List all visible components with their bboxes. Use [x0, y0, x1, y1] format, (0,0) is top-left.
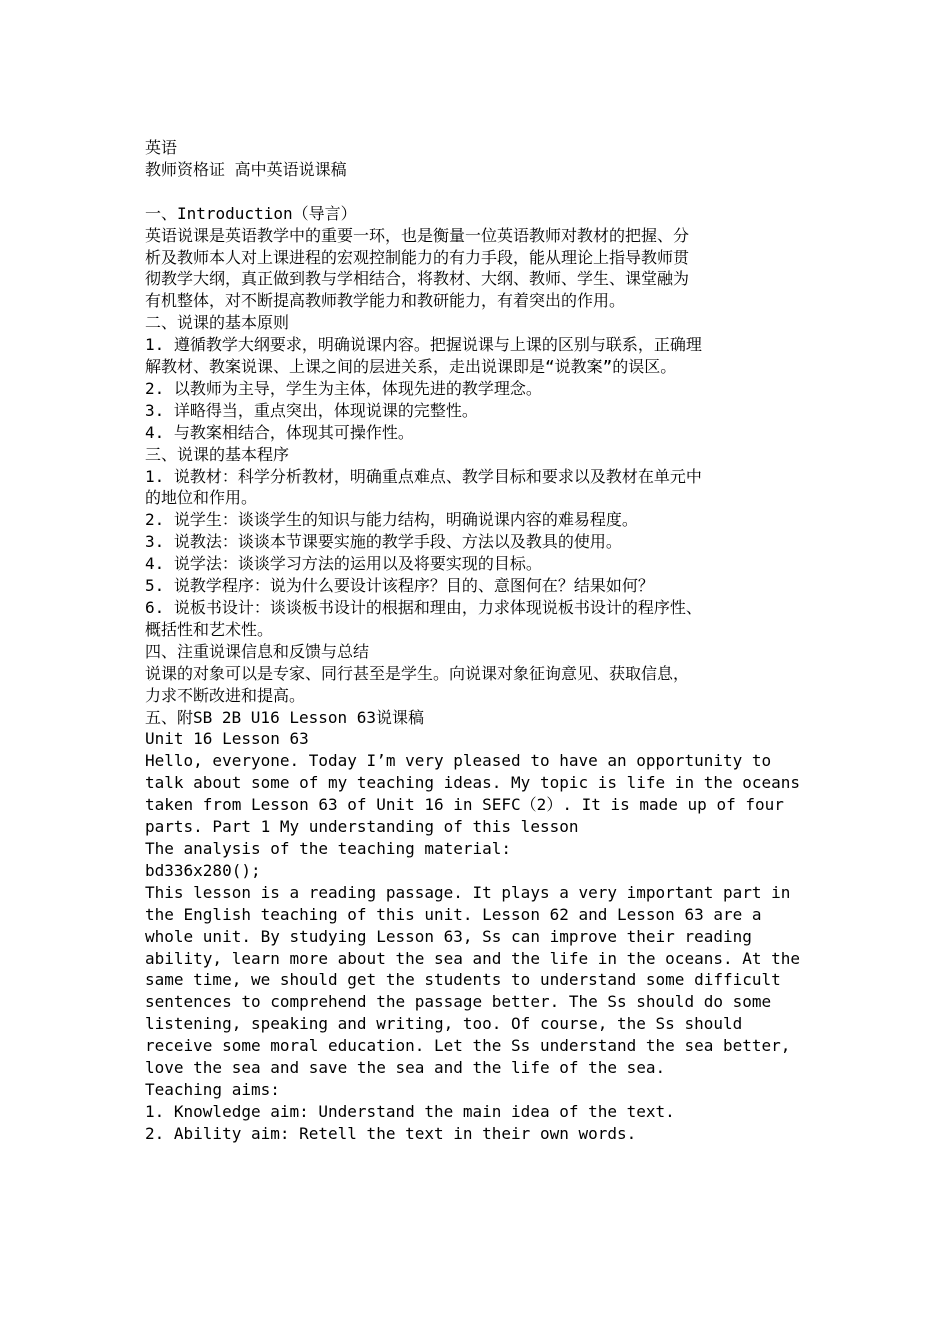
paragraph-line: 解教材、教案说课、上课之间的层进关系，走出说课即是“说教案”的误区。: [145, 357, 677, 377]
paragraph-line: The analysis of the teaching material:: [145, 838, 512, 858]
paragraph-line: Unit 16 Lesson 63: [145, 729, 309, 749]
paragraph-line: sentences to comprehend the passage better. The Ss should do some: [145, 992, 772, 1012]
paragraph-line: 1. 遵循教学大纲要求，明确说课内容。把握说课与上课的区别与联系，正确理: [145, 335, 702, 355]
section-heading-introduction: 一、Introduction（导言）: [145, 203, 357, 223]
paragraph-line: whole unit. By studying Lesson 63, Ss can improve their reading: [145, 926, 752, 946]
paragraph-line: love the sea and save the sea and the life of the sea.: [145, 1058, 666, 1078]
section-heading-procedure: 三、说课的基本程序: [145, 444, 290, 464]
paragraph-line: listening, speaking and writing, too. Of course, the Ss should: [145, 1014, 743, 1034]
paragraph-line: 析及教师本人对上课进程的宏观控制能力的有力手段，能从理论上指导教师贯: [145, 247, 690, 267]
paragraph-line: 5. 说教学程序：说为什么要设计该程序？目的、意图何在？结果如何？: [145, 576, 654, 596]
paragraph-line: 3. 说教法：谈谈本节课要实施的教学手段、方法以及教具的使用。: [145, 532, 622, 552]
paragraph-line: talk about some of my teaching ideas. My topic is life in the oceans: [145, 773, 801, 793]
paragraph-line: 英语说课是英语教学中的重要一环，也是衡量一位英语教师对教材的把握、分: [145, 225, 690, 245]
paragraph-line: Hello, everyone. Today I’m very pleased to have an opportunity to: [145, 751, 772, 771]
section-heading-principles: 二、说课的基本原则: [145, 313, 290, 333]
paragraph-line: the English teaching of this unit. Lesson 62 and Lesson 63 are a: [145, 904, 762, 924]
paragraph-line: 说课的对象可以是专家、同行甚至是学生。向说课对象征询意见、获取信息，: [145, 663, 690, 683]
paragraph-line: 概括性和艺术性。: [145, 619, 274, 639]
paragraph-line: Teaching aims:: [145, 1079, 280, 1099]
paragraph-line: 4. 说学法：谈谈学习方法的运用以及将要实现的目标。: [145, 554, 542, 574]
document-title: 教师资格证 高中英语说课稿: [145, 159, 347, 179]
paragraph-line: 2. Ability aim: Retell the text in their own words.: [145, 1123, 637, 1143]
paragraph-line: 的地位和作用。: [145, 488, 258, 508]
paragraph-line: 1. 说教材：科学分析教材，明确重点难点、教学目标和要求以及教材在单元中: [145, 466, 702, 486]
subject-label: 英语: [145, 138, 178, 157]
paragraph-line: 力求不断改进和提高。: [145, 685, 306, 705]
section-heading-appendix: 五、附SB 2B U16 Lesson 63说课稿: [145, 707, 425, 727]
paragraph-line: 6. 说板书设计：谈谈板书设计的根据和理由，力求体现说板书设计的程序性、: [145, 598, 702, 618]
paragraph-line: same time, we should get the students to understand some difficult: [145, 970, 781, 990]
paragraph-line: 3. 详略得当，重点突出，体现说课的完整性。: [145, 400, 478, 420]
document-page: [145, 137, 813, 1145]
paragraph-line: This lesson is a reading passage. It plays a very important part in: [145, 882, 791, 902]
paragraph-line: parts. Part 1 My understanding of this lesson: [145, 817, 579, 837]
paragraph-line: 彻教学大纲，真正做到教与学相结合，将教材、大纲、教师、学生、课堂融为: [145, 269, 690, 289]
paragraph-line: receive some moral education. Let the Ss understand the sea better,: [145, 1036, 791, 1056]
paragraph-line: 2. 说学生：谈谈学生的知识与能力结构，明确说课内容的难易程度。: [145, 510, 638, 530]
paragraph-line: ability, learn more about the sea and the life in the oceans. At the: [145, 948, 801, 968]
paragraph-line: 2. 以教师为主导，学生为主体，体现先进的教学理念。: [145, 378, 542, 398]
paragraph-line: 1. Knowledge aim: Understand the main idea of the text.: [145, 1101, 675, 1121]
paragraph-line: bd336x280();: [145, 860, 261, 880]
paragraph-line: 有机整体，对不断提高教师教学能力和教研能力，有着突出的作用。: [145, 291, 626, 311]
blank-line: [145, 181, 813, 203]
paragraph-line: taken from Lesson 63 of Unit 16 in SEFC（2）. It is made up of four: [145, 795, 784, 815]
section-heading-feedback: 四、注重说课信息和反馈与总结: [145, 641, 370, 661]
paragraph-line: 4. 与教案相结合，体现其可操作性。: [145, 422, 414, 442]
